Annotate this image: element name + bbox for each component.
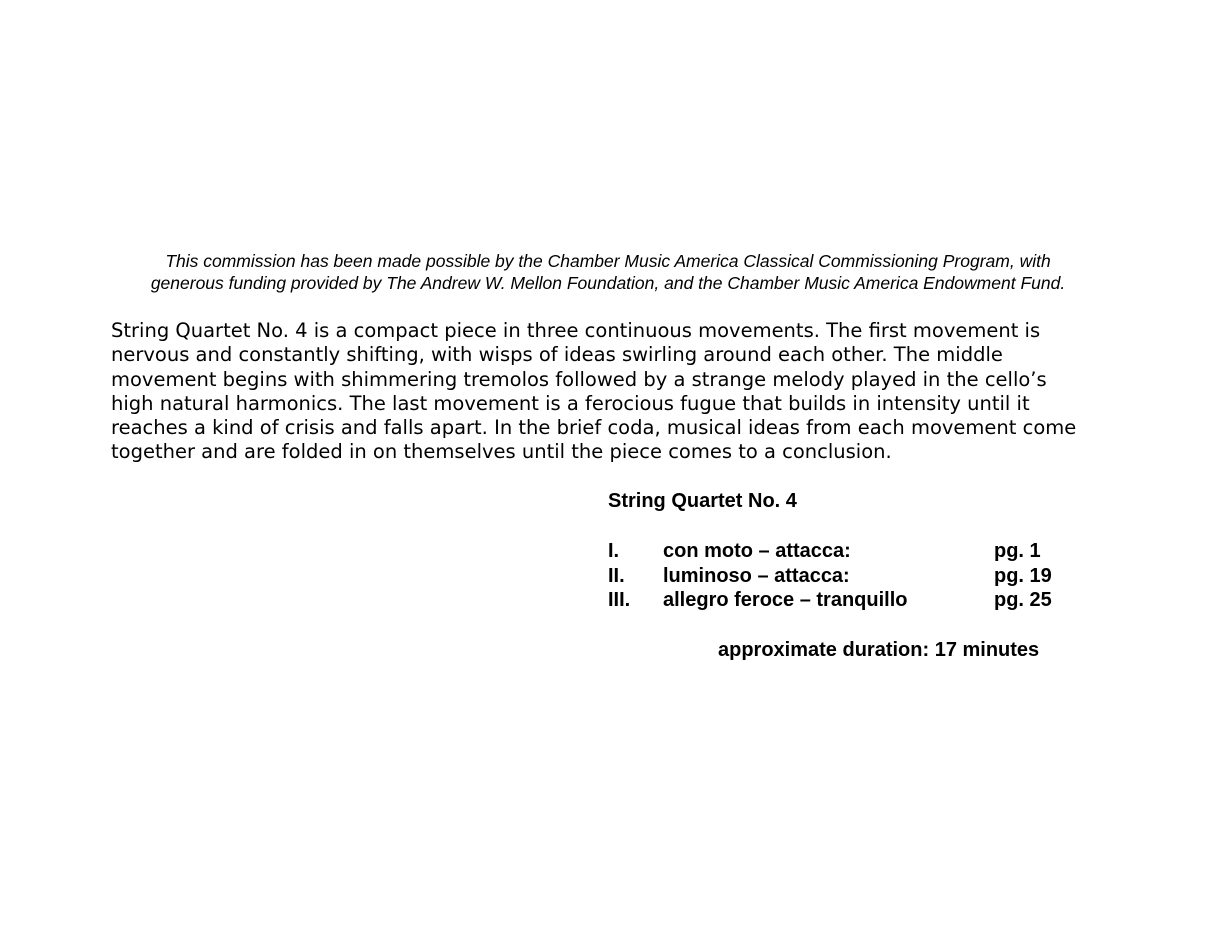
description-line: String Quartet No. 4 is a compact piece in three continuous movements. The first movement is [111, 319, 1041, 342]
commission-line: This commission has been made possible by the Chamber Music America Classical Commissioning Program, with [165, 251, 1051, 271]
movement-row [608, 539, 1078, 563]
description-line: high natural harmonics. The last movement is a ferocious fugue that builds in intensity until it [111, 391, 1030, 415]
movement-row [608, 564, 1078, 588]
commission-line: generous funding provided by The Andrew W. Mellon Foundation, and the Chamber Music America Endowment Fund. [150, 273, 1066, 293]
movement-row [608, 588, 1078, 612]
approximate-duration: approximate duration: 17 minutes [718, 639, 1040, 661]
program-description [111, 319, 1121, 465]
movement-page: pg. 1 [994, 540, 1041, 562]
movement-page: pg. 19 [994, 565, 1052, 587]
description-line: reaches a kind of crisis and falls apart. In the brief coda, musical ideas from each movement come [111, 416, 1077, 440]
movement-name: con moto – attacca: [663, 540, 851, 562]
movement-number: I. [608, 540, 620, 562]
movement-name: luminoso – attacca: [663, 565, 850, 587]
description-line: nervous and constantly shifting, with wisps of ideas swirling around each other. The middle [111, 343, 1003, 367]
movement-name: allegro feroce – tranquillo [663, 589, 908, 611]
movement-number: II. [608, 565, 625, 587]
commission-credit [60, 250, 1156, 294]
description-line: movement begins with shimmering tremolos followed by a strange melody played in the cello’s [111, 367, 1047, 391]
movement-number: III. [608, 589, 631, 611]
description-line: together and are folded in on themselves until the piece comes to a conclusion. [111, 440, 892, 464]
movement-page: pg. 25 [994, 589, 1052, 611]
work-title: String Quartet No. 4 [608, 490, 797, 512]
